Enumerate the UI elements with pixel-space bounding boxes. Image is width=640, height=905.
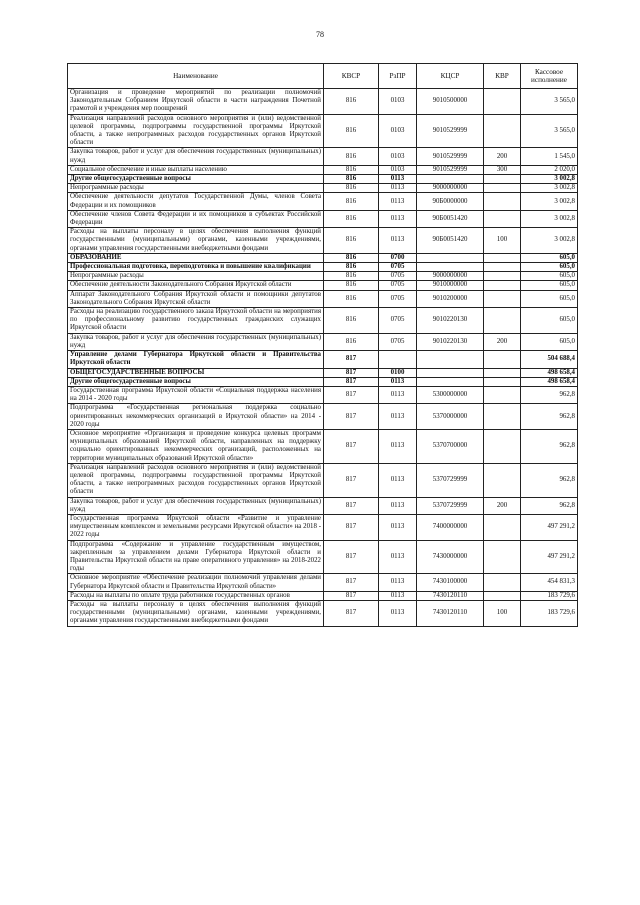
row-exec: 497 291,2	[521, 514, 578, 540]
table-row	[68, 193, 578, 210]
row-exec: 605,0	[521, 333, 578, 350]
table-body	[68, 89, 578, 627]
row-kvr: 200	[484, 497, 521, 514]
row-rzpr: 0113	[379, 228, 417, 254]
row-name: Управление делами Губернатора Иркутской области и Правительства Иркутской области	[68, 351, 324, 368]
table-row	[68, 263, 578, 272]
row-rzpr: 0113	[379, 184, 417, 193]
row-kvsr: 817	[324, 377, 379, 386]
row-kvr	[484, 281, 521, 290]
row-kvsr: 816	[324, 253, 379, 262]
table-row	[68, 333, 578, 350]
table-row	[68, 89, 578, 115]
row-rzpr: 0705	[379, 290, 417, 307]
row-kcsr: 9010529999	[417, 165, 484, 174]
header-exec: Кассовое исполнение	[521, 64, 578, 89]
row-name: Непрограммные расходы	[68, 184, 324, 193]
row-kvsr: 817	[324, 540, 379, 574]
row-kvr	[484, 591, 521, 600]
row-name: Непрограммные расходы	[68, 272, 324, 281]
row-rzpr: 0113	[379, 175, 417, 184]
row-exec: 962,8	[521, 429, 578, 463]
table-row	[68, 175, 578, 184]
row-kvsr: 817	[324, 591, 379, 600]
row-rzpr: 0700	[379, 253, 417, 262]
row-kvsr: 816	[324, 165, 379, 174]
row-name: Социальное обеспечение и иные выплаты населению	[68, 165, 324, 174]
row-kcsr: 90Б0051420	[417, 228, 484, 254]
row-name: Подпрограмма «Государственная региональная поддержка социально ориентированных некоммерческих организаций в Иркутской области» на 2014 - 2020 годы	[68, 404, 324, 430]
row-kvr	[484, 368, 521, 377]
row-kcsr: 90Б0051420	[417, 210, 484, 227]
row-rzpr: 0103	[379, 89, 417, 115]
table-row	[68, 228, 578, 254]
row-rzpr: 0113	[379, 429, 417, 463]
row-exec: 3 002,8	[521, 228, 578, 254]
row-kcsr	[417, 175, 484, 184]
row-name: Аппарат Законодательного Собрания Иркутской области и помощники депутатов Законодательного Собрания Иркутской области	[68, 290, 324, 307]
row-name: Расходы на реализацию государственного заказа Иркутской области на мероприятия по профессиональному развитию государственных гражданских служащих Иркутской области	[68, 308, 324, 334]
row-kvsr: 816	[324, 272, 379, 281]
row-kvr	[484, 404, 521, 430]
row-exec: 605,0	[521, 290, 578, 307]
table-row	[68, 404, 578, 430]
row-exec: 504 688,4	[521, 351, 578, 368]
row-kcsr: 5370729999	[417, 497, 484, 514]
row-name: Организация и проведение мероприятий по реализации полномочий Законодательным Собранием Иркутской области в части награждения Почетной грамотой и учреждения мер поощрений	[68, 89, 324, 115]
row-kvr	[484, 89, 521, 115]
table-row	[68, 308, 578, 334]
row-name: ОБРАЗОВАНИЕ	[68, 253, 324, 262]
row-kvr	[484, 514, 521, 540]
row-kcsr: 7430000000	[417, 540, 484, 574]
header-rzpr: РзПР	[379, 64, 417, 89]
row-exec: 3 565,0	[521, 114, 578, 148]
row-kcsr: 9000000000	[417, 184, 484, 193]
row-rzpr: 0705	[379, 333, 417, 350]
table-row	[68, 281, 578, 290]
row-kcsr: 9010000000	[417, 281, 484, 290]
table-row	[68, 377, 578, 386]
header-kvr: КВР	[484, 64, 521, 89]
row-kvsr: 816	[324, 333, 379, 350]
row-kvr	[484, 377, 521, 386]
row-rzpr: 0113	[379, 193, 417, 210]
row-name: Государственная программа Иркутской области «Социальная поддержка населения на 2014 - 2020 годы	[68, 386, 324, 403]
row-rzpr: 0113	[379, 386, 417, 403]
row-kvr: 200	[484, 148, 521, 165]
table-header-row	[68, 64, 578, 89]
row-name: Реализация направлений расходов основного мероприятия и (или) ведомственной целевой программы, подпрограммы государственной программы Иркутской области, а также непрограммных расходов государственных органов Иркутской области	[68, 114, 324, 148]
row-exec: 605,0	[521, 253, 578, 262]
row-rzpr: 0103	[379, 165, 417, 174]
row-rzpr: 0705	[379, 281, 417, 290]
row-rzpr: 0705	[379, 308, 417, 334]
table-row	[68, 540, 578, 574]
row-kcsr: 7430120110	[417, 600, 484, 626]
header-name: Наименование	[68, 64, 324, 89]
row-kvr	[484, 184, 521, 193]
row-kvr	[484, 308, 521, 334]
row-kvr	[484, 210, 521, 227]
row-exec: 962,8	[521, 404, 578, 430]
table-row	[68, 574, 578, 591]
row-kcsr: 9010529999	[417, 148, 484, 165]
table-row	[68, 514, 578, 540]
row-kvsr: 817	[324, 386, 379, 403]
row-kcsr	[417, 368, 484, 377]
row-name: Обеспечение членов Совета Федерации и их помощников в субъектах Российской Федерации	[68, 210, 324, 227]
row-kvsr: 816	[324, 184, 379, 193]
row-name: Другие общегосударственные вопросы	[68, 175, 324, 184]
table-row	[68, 368, 578, 377]
row-kvr: 100	[484, 228, 521, 254]
table-row	[68, 114, 578, 148]
row-exec: 498 658,4	[521, 377, 578, 386]
row-exec: 3 002,8	[521, 175, 578, 184]
row-exec: 3 565,0	[521, 89, 578, 115]
row-name: Другие общегосударственные вопросы	[68, 377, 324, 386]
row-kvsr: 817	[324, 497, 379, 514]
row-kvr	[484, 574, 521, 591]
row-kcsr: 7430100000	[417, 574, 484, 591]
row-kcsr: 9010529999	[417, 114, 484, 148]
row-name: Закупка товаров, работ и услуг для обеспечения государственных (муниципальных) нужд	[68, 333, 324, 350]
table-row	[68, 184, 578, 193]
row-kcsr	[417, 351, 484, 368]
row-kvsr: 816	[324, 210, 379, 227]
row-kcsr: 9010220130	[417, 333, 484, 350]
row-kvr	[484, 290, 521, 307]
row-kcsr: 9010500000	[417, 89, 484, 115]
row-kvsr: 816	[324, 114, 379, 148]
row-kvsr: 817	[324, 368, 379, 377]
row-kvsr: 816	[324, 228, 379, 254]
row-kvsr: 817	[324, 429, 379, 463]
row-exec: 3 002,8	[521, 193, 578, 210]
row-kcsr	[417, 263, 484, 272]
row-name: Обеспечение деятельности депутатов Государственной Думы, членов Совета Федерации и их помощников	[68, 193, 324, 210]
row-exec: 497 291,2	[521, 540, 578, 574]
row-name: Расходы на выплаты по оплате труда работников государственных органов	[68, 591, 324, 600]
row-kcsr: 5370700000	[417, 429, 484, 463]
row-kvr	[484, 540, 521, 574]
row-kcsr: 5370000000	[417, 404, 484, 430]
row-name: Расходы на выплаты персоналу в целях обеспечения выполнения функций государственными (муниципальными) органами, казенными учреждениями, органами управления государственными внебюджетными фондами	[68, 228, 324, 254]
row-kvr	[484, 429, 521, 463]
budget-table	[67, 63, 578, 627]
table-row	[68, 497, 578, 514]
row-kcsr	[417, 253, 484, 262]
row-exec: 605,0	[521, 263, 578, 272]
row-kvsr: 816	[324, 193, 379, 210]
table-row	[68, 148, 578, 165]
row-kvr	[484, 175, 521, 184]
row-kcsr: 5370729999	[417, 463, 484, 497]
row-name: Профессиональная подготовка, переподготовка и повышение квалификации	[68, 263, 324, 272]
row-exec: 1 545,0	[521, 148, 578, 165]
row-exec: 3 002,8	[521, 184, 578, 193]
table-row	[68, 290, 578, 307]
row-rzpr: 0705	[379, 272, 417, 281]
page-number: 78	[316, 30, 324, 39]
table-row	[68, 210, 578, 227]
row-kvsr: 817	[324, 351, 379, 368]
row-kcsr: 9010220130	[417, 308, 484, 334]
row-rzpr: 0113	[379, 210, 417, 227]
row-name: ОБЩЕГОСУДАРСТВЕННЫЕ ВОПРОСЫ	[68, 368, 324, 377]
row-kvsr: 816	[324, 89, 379, 115]
row-exec: 183 729,6	[521, 591, 578, 600]
row-kvr: 100	[484, 600, 521, 626]
row-name: Подпрограмма «Содержание и управление государственным имуществом, закрепленным за управлением делами Губернатора Иркутской области и Правительства Иркутской области на праве оперативного управления» на 2018-2022 годы	[68, 540, 324, 574]
table-row	[68, 165, 578, 174]
row-rzpr: 0705	[379, 263, 417, 272]
row-rzpr: 0113	[379, 377, 417, 386]
row-kvr	[484, 263, 521, 272]
row-exec: 498 658,4	[521, 368, 578, 377]
row-kcsr: 7430120110	[417, 591, 484, 600]
row-name: Реализация направлений расходов основного мероприятия и (или) ведомственной целевой программы, подпрограммы государственной программы Иркутской области, а также непрограммных расходов государственных органов Иркутской области	[68, 463, 324, 497]
row-exec: 454 831,3	[521, 574, 578, 591]
row-name: Закупка товаров, работ и услуг для обеспечения государственных (муниципальных) нужд	[68, 148, 324, 165]
row-rzpr: 0113	[379, 404, 417, 430]
row-kvsr: 817	[324, 404, 379, 430]
table-row	[68, 351, 578, 368]
row-rzpr: 0113	[379, 591, 417, 600]
row-name: Основное мероприятие «Организация и проведение конкурса целевых программ муниципальных образований Иркутской области, направленных на поддержку социально ориентированных некоммерческих организаций, расположенных на территории муниципальных образований Иркутской области»	[68, 429, 324, 463]
table-row	[68, 429, 578, 463]
row-kvr	[484, 253, 521, 262]
row-kvsr: 816	[324, 290, 379, 307]
row-rzpr: 0113	[379, 463, 417, 497]
table-row	[68, 600, 578, 626]
row-kvsr: 817	[324, 514, 379, 540]
row-name: Государственная программа Иркутской области «Развитие и управление имущественным комплексом и земельными ресурсами Иркутской области» на 2018 - 2022 годы	[68, 514, 324, 540]
row-exec: 605,0	[521, 281, 578, 290]
table-row	[68, 253, 578, 262]
header-kvsr: КВСР	[324, 64, 379, 89]
row-kvr	[484, 272, 521, 281]
row-name: Закупка товаров, работ и услуг для обеспечения государственных (муниципальных) нужд	[68, 497, 324, 514]
row-kcsr: 7400000000	[417, 514, 484, 540]
header-kcsr: КЦСР	[417, 64, 484, 89]
row-kvr	[484, 351, 521, 368]
row-kvsr: 816	[324, 281, 379, 290]
row-rzpr: 0100	[379, 368, 417, 377]
row-kvsr: 816	[324, 148, 379, 165]
row-exec: 605,0	[521, 308, 578, 334]
row-exec: 962,8	[521, 463, 578, 497]
row-exec: 2 020,0	[521, 165, 578, 174]
row-kcsr: 9010200000	[417, 290, 484, 307]
row-kcsr: 90Б0000000	[417, 193, 484, 210]
row-kvr: 200	[484, 333, 521, 350]
row-rzpr: 0113	[379, 600, 417, 626]
row-exec: 183 729,6	[521, 600, 578, 626]
row-exec: 3 002,8	[521, 210, 578, 227]
row-kvr	[484, 114, 521, 148]
row-name: Расходы на выплаты персоналу в целях обеспечения выполнения функций государственными (муниципальными) органами, казенными учреждениями, органами управления государственными внебюджетными фондами	[68, 600, 324, 626]
row-kvr	[484, 386, 521, 403]
row-kvsr: 817	[324, 463, 379, 497]
table-row	[68, 591, 578, 600]
row-rzpr: 0103	[379, 114, 417, 148]
row-kcsr: 5300000000	[417, 386, 484, 403]
row-rzpr: 0113	[379, 514, 417, 540]
row-exec: 962,8	[521, 386, 578, 403]
row-kvr	[484, 193, 521, 210]
row-rzpr: 0103	[379, 148, 417, 165]
row-rzpr: 0113	[379, 497, 417, 514]
row-name: Основное мероприятие «Обеспечение реализации полномочий управления делами Губернатора Иркутской области и Правительства Иркутской области»	[68, 574, 324, 591]
table-row	[68, 463, 578, 497]
row-kvr: 300	[484, 165, 521, 174]
row-name: Обеспечение деятельности Законодательного Собрания Иркутской области	[68, 281, 324, 290]
row-exec: 962,8	[521, 497, 578, 514]
row-kcsr	[417, 377, 484, 386]
row-kvsr: 817	[324, 600, 379, 626]
row-kcsr: 9000000000	[417, 272, 484, 281]
row-kvsr: 817	[324, 574, 379, 591]
row-rzpr: 0113	[379, 540, 417, 574]
row-kvsr: 816	[324, 263, 379, 272]
row-kvsr: 816	[324, 175, 379, 184]
table-row	[68, 272, 578, 281]
row-kvsr: 816	[324, 308, 379, 334]
row-kvr	[484, 463, 521, 497]
row-rzpr	[379, 351, 417, 368]
row-exec: 605,0	[521, 272, 578, 281]
row-rzpr: 0113	[379, 574, 417, 591]
table-row	[68, 386, 578, 403]
